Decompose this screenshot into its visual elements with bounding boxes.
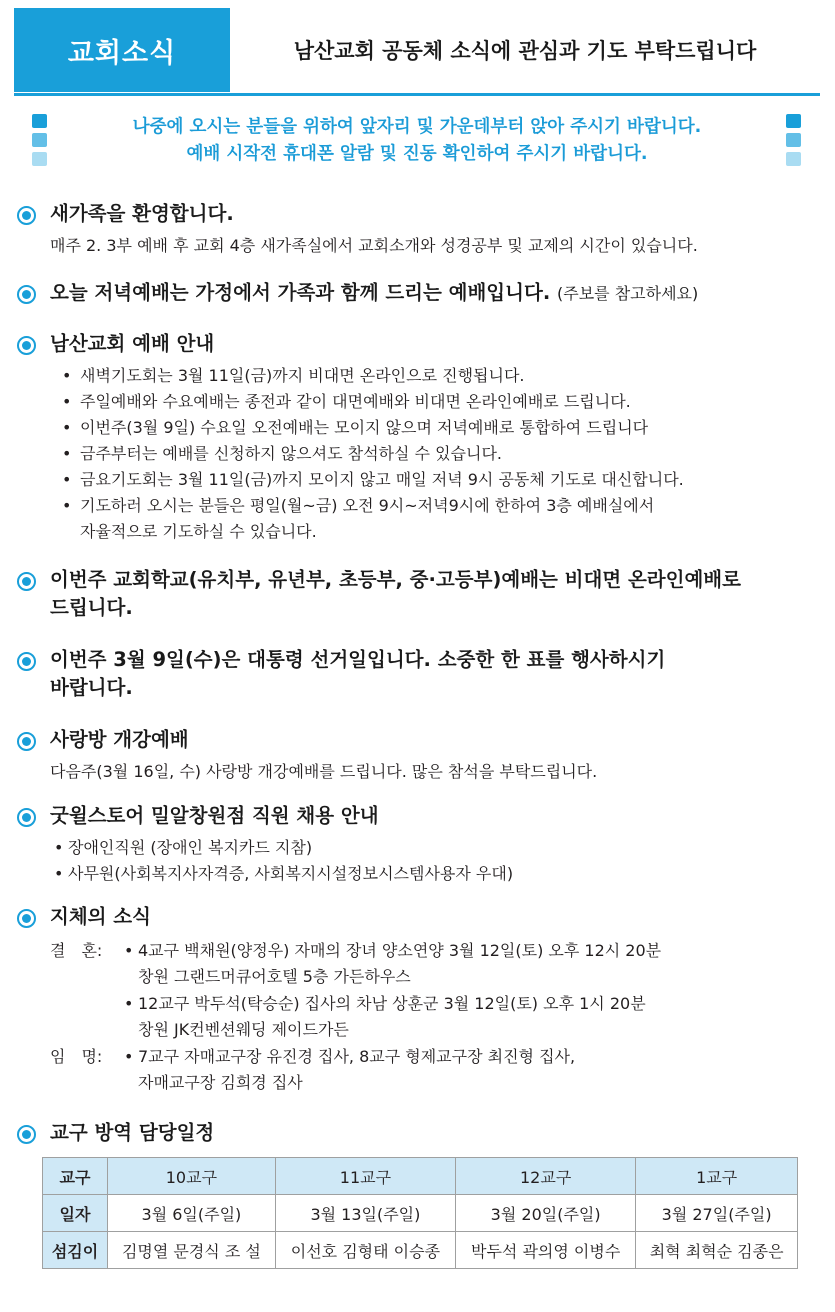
section-title-line-2: 드립니다. — [50, 596, 133, 619]
wedding-entry-2: • 12교구 박두석(탁승순) 집사의 차남 상훈군 3월 12일(토) 오후 1시 20분 — [124, 994, 646, 1013]
header-divider — [14, 93, 820, 96]
target-bullet-icon — [17, 652, 36, 671]
table-cell: 이선호 김형태 이승종 — [275, 1232, 455, 1269]
section-body: 다음주(3월 16일, 수) 사랑방 개강예배를 드립니다. 많은 참석을 부탁드립니다. — [50, 762, 598, 781]
list-item: • 사무원(사회복지사자격증, 사회복지시설정보시스템사용자 우대) — [54, 864, 514, 883]
notice-text — [14, 114, 820, 168]
table-cell: 11교구 — [275, 1158, 455, 1195]
table-cell: 박두석 곽의영 이병수 — [456, 1232, 636, 1269]
appointment-entry-continuation: 자매교구장 김희경 집사 — [138, 1073, 303, 1092]
target-bullet-icon — [17, 336, 36, 355]
row-header: 교구 — [43, 1158, 108, 1195]
section-title: 새가족을 환영합니다. — [50, 202, 234, 225]
section-title: 교구 방역 담당일정 — [50, 1121, 215, 1144]
target-bullet-icon — [17, 808, 36, 827]
table-cell: 3월 13일(주일) — [275, 1195, 455, 1232]
notice-box — [14, 108, 820, 174]
target-bullet-icon — [17, 572, 36, 591]
list-item: • 기도하러 오시는 분들은 평일(월~금) 오전 9시~저녁9시에 한하여 3층 예배실에서 — [62, 496, 655, 515]
section-title: 굿윌스토어 밀알창원점 직원 채용 안내 — [50, 804, 379, 827]
schedule-table — [42, 1157, 798, 1269]
table-cell: 3월 6일(주일) — [108, 1195, 276, 1232]
wedding-label: 결 혼: — [50, 941, 103, 960]
wedding-entry-1: 결 혼: • 4교구 백채원(양정우) 자매의 장녀 양소연양 3월 12일(토) 오후 12시 20분 — [50, 938, 661, 964]
wedding-entry-2-location: 창원 JK컨벤션웨딩 제이드가든 — [138, 1020, 349, 1039]
section-title-line-1: 이번주 3월 9일(수)은 대통령 선거일입니다. 소중한 한 표를 행사하시기 — [50, 648, 666, 671]
section-title: 사랑방 개강예배 — [50, 728, 189, 751]
list-item: • 이번주(3월 9일) 수요일 오전예배는 모이지 않으며 저녁예배로 통합하여 드립니다 — [62, 418, 649, 437]
list-item: • 장애인직원 (장애인 복지카드 지참) — [54, 838, 313, 857]
target-bullet-icon — [17, 909, 36, 928]
page-header — [14, 8, 820, 92]
target-bullet-icon — [17, 1125, 36, 1144]
evening-title: 오늘 저녁예배는 가정에서 가족과 함께 드리는 예배입니다. — [50, 281, 551, 304]
table-cell: 12교구 — [456, 1158, 636, 1195]
row-header: 섬김이 — [43, 1232, 108, 1269]
target-bullet-icon — [17, 206, 36, 225]
appointment-entry: 임 명: • 7교구 자매교구장 유진경 집사, 8교구 형제교구장 최진형 집사, — [50, 1044, 575, 1070]
target-bullet-icon — [17, 732, 36, 751]
section-title: 지체의 소식 — [50, 905, 151, 928]
table-row — [43, 1195, 798, 1232]
section-tab-title: 교회소식 — [14, 8, 230, 92]
list-item: • 주일예배와 수요예배는 종전과 같이 대면예배와 비대면 온라인예배로 드립니다. — [62, 392, 631, 411]
table-cell: 3월 27일(주일) — [636, 1195, 798, 1232]
table-row — [43, 1158, 798, 1195]
table-cell: 1교구 — [636, 1158, 798, 1195]
table-cell: 10교구 — [108, 1158, 276, 1195]
section-title: 남산교회 예배 안내 — [50, 332, 215, 355]
section-body: 매주 2. 3부 예배 후 교회 4층 새가족실에서 교회소개와 성경공부 및 교제의 시간이 있습니다. — [50, 236, 698, 255]
header-subtitle: 남산교회 공동체 소식에 관심과 기도 부탁드립니다 — [293, 39, 757, 63]
notice-line-1: 나중에 오시는 분들을 위하여 앞자리 및 가운데부터 앉아 주시기 바랍니다. — [132, 117, 702, 137]
evening-note: (주보를 참고하세요) — [557, 284, 699, 303]
section-title-line-1: 이번주 교회학교(유치부, 유년부, 초등부, 중·고등부)예배는 비대면 온라인예배로 — [50, 568, 741, 591]
list-item: • 금요기도회는 3월 11일(금)까지 모이지 않고 매일 저녁 9시 공동체 기도로 대신합니다. — [62, 470, 684, 489]
row-header: 일자 — [43, 1195, 108, 1232]
target-bullet-icon — [17, 285, 36, 304]
table-cell: 김명열 문경식 조 설 — [108, 1232, 276, 1269]
appointment-label: 임 명: — [50, 1047, 103, 1066]
list-item-continuation: 자율적으로 기도하실 수 있습니다. — [80, 522, 317, 541]
table-row — [43, 1232, 798, 1269]
table-cell: 3월 20일(주일) — [456, 1195, 636, 1232]
notice-line-2: 예배 시작전 휴대폰 알람 및 진동 확인하여 주시기 바랍니다. — [186, 144, 648, 164]
list-item: • 새벽기도회는 3월 11일(금)까지 비대면 온라인으로 진행됩니다. — [62, 366, 525, 385]
section-title-line-2: 바랍니다. — [50, 676, 133, 699]
table-cell: 최혁 최혁순 김종은 — [636, 1232, 798, 1269]
wedding-entry-1-location: 창원 그랜드머큐어호텔 5층 가든하우스 — [138, 967, 411, 986]
list-item: • 금주부터는 예배를 신청하지 않으셔도 참석하실 수 있습니다. — [62, 444, 503, 463]
section-title — [50, 279, 698, 308]
